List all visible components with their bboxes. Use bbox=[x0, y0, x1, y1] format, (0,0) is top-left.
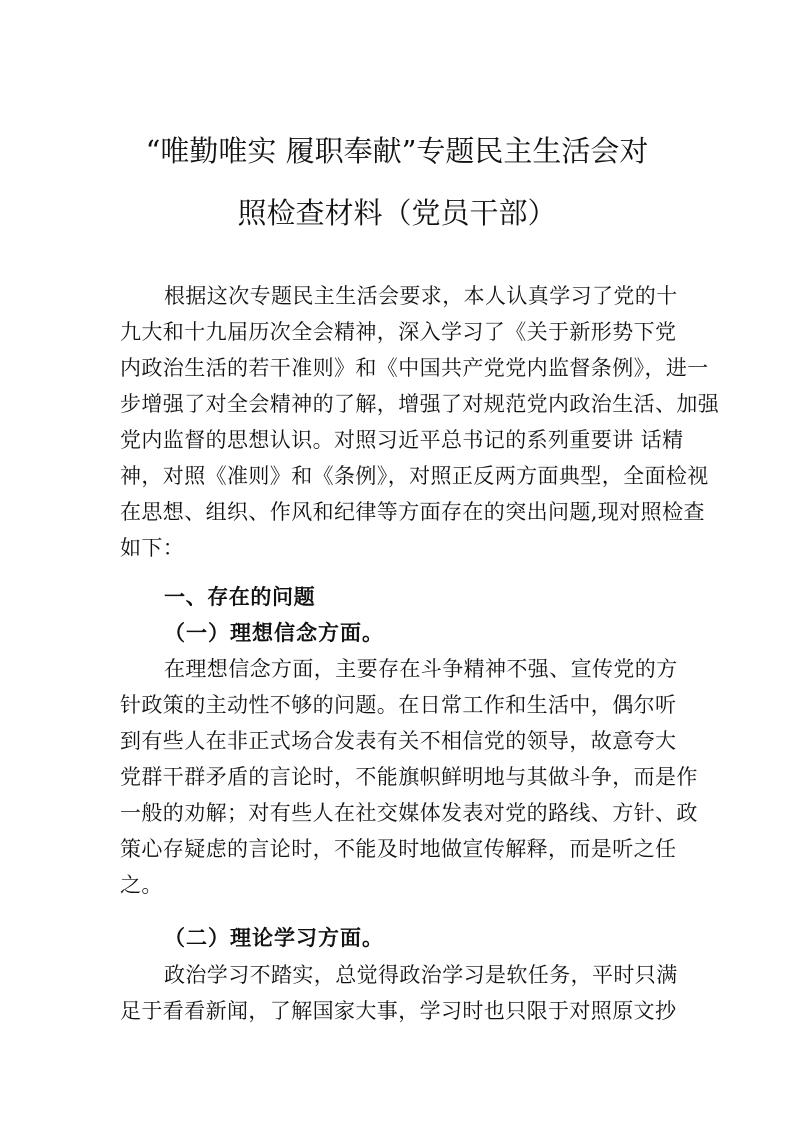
ideals-paragraph-line: 党群干群矛盾的言论时，不能旗帜鲜明地与其做斗争，而是作 bbox=[120, 765, 698, 789]
subsection-heading-theory: （二）理论学习方面。 bbox=[164, 925, 384, 950]
document-title-line-1: “唯勤唯实 履职奉献”专题民主生活会对 bbox=[145, 134, 649, 168]
ideals-paragraph-line: 到有些人在非正式场合发表有关不相信党的领导，故意夸大 bbox=[120, 729, 677, 753]
ideals-paragraph-line: 一般的劝解；对有些人在社交媒体发表对党的路线、方针、政 bbox=[120, 801, 698, 825]
intro-paragraph-line: 步增强了对全会精神的了解，增强了对规范党内政治生活、加强 bbox=[120, 392, 720, 416]
document-title-line-2: 照检查材料（党员干部） bbox=[237, 196, 557, 230]
intro-paragraph-line: 九大和十九届历次全会精神，深入学习了《关于新形势下党 bbox=[120, 320, 677, 344]
intro-paragraph-line: 党内监督的思想认识。对照习近平总书记的系列重要讲 话精 bbox=[120, 428, 684, 452]
ideals-paragraph-line: 之。 bbox=[120, 873, 163, 897]
intro-paragraph-line: 内政治生活的若干准则》和《中国共产党党内监督条例》，进一 bbox=[120, 356, 709, 380]
theory-paragraph-line: 政治学习不踏实，总觉得政治学习是软任务，平时只满 bbox=[164, 963, 678, 987]
subsection-heading-ideals: （一）理想信念方面。 bbox=[164, 620, 384, 645]
ideals-paragraph-line: 在理想信念方面，主要存在斗争精神不强、宣传党的方 bbox=[164, 657, 678, 681]
intro-paragraph-line: 神，对照《准则》和《条例》，对照正反两方面典型，全面检视 bbox=[120, 464, 709, 488]
intro-paragraph-line: 根据这次专题民主生活会要求，本人认真学习了党的十 bbox=[164, 284, 678, 308]
ideals-paragraph-line: 针政策的主动性不够的问题。在日常工作和生活中，偶尔听 bbox=[120, 693, 677, 717]
section-heading-problems: 一、存在的问题 bbox=[164, 585, 316, 609]
intro-paragraph-line: 如下： bbox=[120, 536, 185, 560]
ideals-paragraph-line: 策心存疑虑的言论时，不能及时地做宣传解释，而是听之任 bbox=[120, 837, 677, 861]
intro-paragraph-line: 在思想、组织、作风和纪律等方面存在的突出问题,现对照检查 bbox=[120, 500, 705, 524]
theory-paragraph-line: 足于看看新闻，了解国家大事，学习时也只限于对照原文抄 bbox=[120, 999, 677, 1023]
